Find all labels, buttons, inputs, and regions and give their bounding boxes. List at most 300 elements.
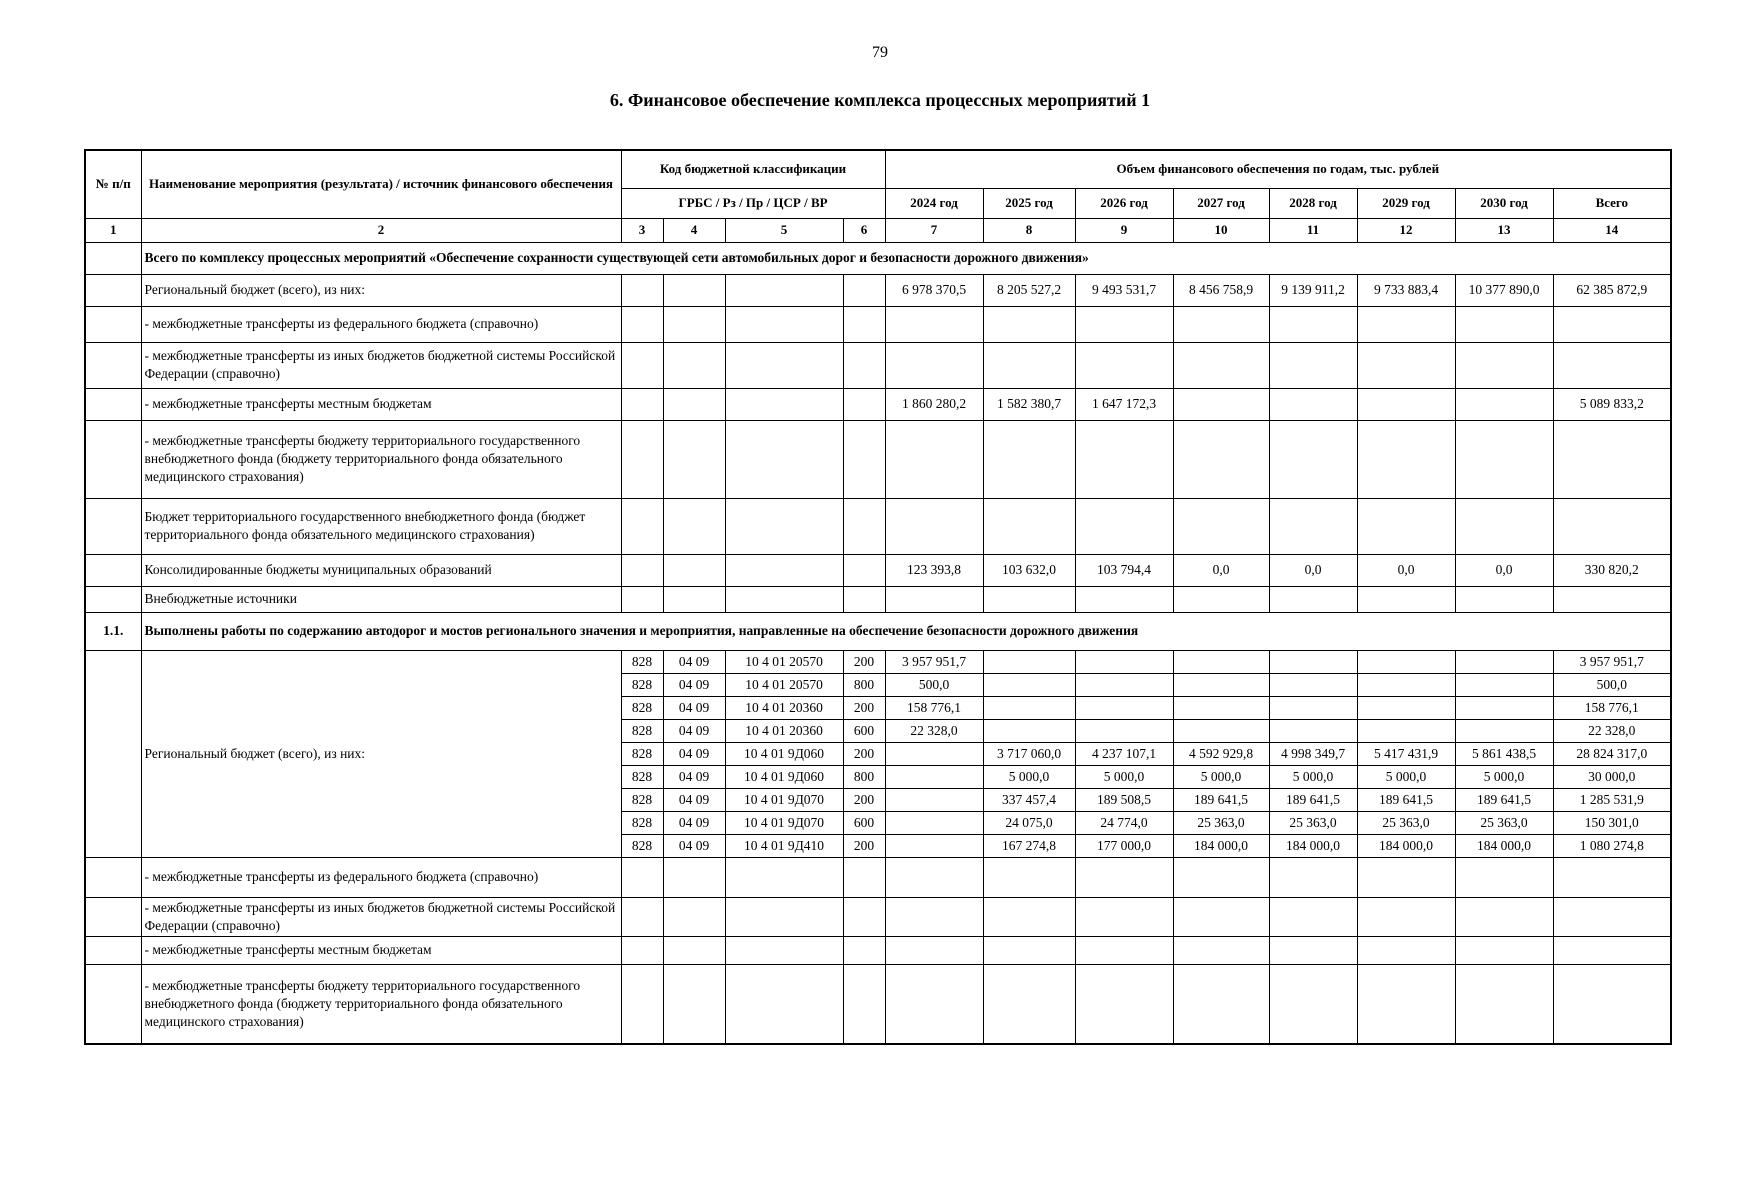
code-cell	[725, 342, 843, 388]
code-cell	[663, 342, 725, 388]
value-cell	[1173, 673, 1269, 696]
value-cell	[983, 897, 1075, 936]
section-11-title: Выполнены работы по содержанию автодорог и мостов регионального значения и мероприятия, направленные на обеспечение безопасности дорожного движения	[141, 612, 1671, 650]
row-label: Бюджет территориального государственного внебюджетного фонда (бюджет территориального фонда обязательного медицинского страхования)	[141, 498, 621, 554]
value-cell: 103 794,4	[1075, 554, 1173, 586]
row-num-cell	[85, 586, 141, 612]
value-cell	[1357, 342, 1455, 388]
csr-code: 10 4 01 20570	[725, 673, 843, 696]
value-cell: 1 860 280,2	[885, 388, 983, 420]
value-cell: 184 000,0	[1455, 834, 1553, 857]
code-cell	[725, 498, 843, 554]
code-cell	[725, 420, 843, 498]
value-cell	[885, 420, 983, 498]
value-cell: 9 733 883,4	[1357, 274, 1455, 306]
value-cell: 62 385 872,9	[1553, 274, 1671, 306]
value-cell	[1455, 964, 1553, 1044]
value-cell	[1269, 388, 1357, 420]
vr-code: 600	[843, 719, 885, 742]
value-cell	[725, 857, 843, 897]
value-cell	[621, 964, 663, 1044]
value-cell	[885, 742, 983, 765]
financing-table	[84, 149, 1672, 1045]
value-cell	[885, 964, 983, 1044]
row-num-cell	[85, 857, 141, 897]
value-cell: 184 000,0	[1269, 834, 1357, 857]
rz-pr-code: 04 09	[663, 811, 725, 834]
grbs-code: 828	[621, 811, 663, 834]
row-label: - межбюджетные трансферты местным бюджетам	[141, 388, 621, 420]
value-cell	[1269, 696, 1357, 719]
value-cell: 177 000,0	[1075, 834, 1173, 857]
value-cell: 5 000,0	[1269, 765, 1357, 788]
value-cell	[1075, 964, 1173, 1044]
value-cell	[1173, 719, 1269, 742]
row-label: - межбюджетные трансферты местным бюджетам	[141, 936, 621, 964]
value-cell: 500,0	[1553, 673, 1671, 696]
value-cell	[1357, 897, 1455, 936]
csr-code: 10 4 01 20360	[725, 696, 843, 719]
value-cell: 330 820,2	[1553, 554, 1671, 586]
value-cell	[843, 936, 885, 964]
value-cell	[1455, 306, 1553, 342]
value-cell	[1075, 586, 1173, 612]
value-cell: 5 000,0	[1075, 765, 1173, 788]
value-cell	[1357, 696, 1455, 719]
value-cell: 189 641,5	[1269, 788, 1357, 811]
value-cell	[1357, 936, 1455, 964]
row-label: Внебюджетные источники	[141, 586, 621, 612]
column-numbers-row	[85, 218, 1671, 242]
header-code-group: Код бюджетной классификации	[621, 150, 885, 188]
code-cell	[621, 554, 663, 586]
value-cell	[983, 936, 1075, 964]
total-row	[85, 554, 1671, 586]
csr-code: 10 4 01 9Д060	[725, 765, 843, 788]
row-num-cell	[85, 964, 141, 1044]
value-cell	[983, 498, 1075, 554]
value-cell	[1553, 306, 1671, 342]
rz-pr-code: 04 09	[663, 673, 725, 696]
grbs-code: 828	[621, 650, 663, 673]
csr-code: 10 4 01 9Д410	[725, 834, 843, 857]
value-cell	[1455, 498, 1553, 554]
code-cell	[843, 388, 885, 420]
value-cell: 167 274,8	[983, 834, 1075, 857]
value-cell	[1553, 857, 1671, 897]
value-cell	[1075, 498, 1173, 554]
value-cell	[1357, 586, 1455, 612]
value-cell	[1553, 498, 1671, 554]
value-cell: 3 957 951,7	[885, 650, 983, 673]
code-cell	[725, 586, 843, 612]
row-label: - межбюджетные трансферты бюджету территориального государственного внебюджетного фонда (бюджету территориального фонда обязательного медицинского страхования)	[141, 964, 621, 1044]
value-cell	[1455, 673, 1553, 696]
value-cell	[1455, 696, 1553, 719]
grbs-code: 828	[621, 719, 663, 742]
header-year: 2024 год	[885, 188, 983, 218]
col-number: 1	[85, 218, 141, 242]
value-cell	[621, 936, 663, 964]
value-cell	[1269, 342, 1357, 388]
row-num-cell	[85, 498, 141, 554]
col-number: 14	[1553, 218, 1671, 242]
rz-pr-code: 04 09	[663, 788, 725, 811]
section-11-row	[85, 897, 1671, 936]
value-cell	[983, 650, 1075, 673]
col-number: 13	[1455, 218, 1553, 242]
value-cell	[663, 964, 725, 1044]
grbs-code: 828	[621, 673, 663, 696]
code-cell	[843, 498, 885, 554]
code-cell	[621, 342, 663, 388]
header-year: 2025 год	[983, 188, 1075, 218]
value-cell	[1173, 306, 1269, 342]
row-label: - межбюджетные трансферты бюджету территориального государственного внебюджетного фонда (бюджету территориального фонда обязательного медицинского страхования)	[141, 420, 621, 498]
col-number: 7	[885, 218, 983, 242]
value-cell: 22 328,0	[1553, 719, 1671, 742]
value-cell	[1269, 964, 1357, 1044]
row-num-cell	[85, 306, 141, 342]
row-num-cell	[85, 420, 141, 498]
value-cell	[1553, 342, 1671, 388]
value-cell	[1269, 857, 1357, 897]
total-row	[85, 420, 1671, 498]
row-num-cell	[85, 554, 141, 586]
rz-pr-code: 04 09	[663, 650, 725, 673]
rz-pr-code: 04 09	[663, 696, 725, 719]
value-cell	[983, 306, 1075, 342]
value-cell: 4 237 107,1	[1075, 742, 1173, 765]
value-cell	[1357, 306, 1455, 342]
section-11-row	[85, 936, 1671, 964]
value-cell	[1269, 650, 1357, 673]
header-row-1	[85, 150, 1671, 188]
value-cell	[1075, 306, 1173, 342]
page-title: 6. Финансовое обеспечение комплекса процессных мероприятий 1	[609, 90, 1151, 110]
code-cell	[843, 342, 885, 388]
value-cell	[1357, 420, 1455, 498]
row-label: Региональный бюджет (всего), из них:	[141, 274, 621, 306]
value-cell	[1173, 498, 1269, 554]
header-volume-group: Объем финансового обеспечения по годам, тыс. рублей	[885, 150, 1671, 188]
value-cell	[885, 342, 983, 388]
total-row	[85, 586, 1671, 612]
value-cell: 25 363,0	[1455, 811, 1553, 834]
value-cell: 5 861 438,5	[1455, 742, 1553, 765]
header-year: 2030 год	[1455, 188, 1553, 218]
value-cell: 25 363,0	[1269, 811, 1357, 834]
value-cell: 1 647 172,3	[1075, 388, 1173, 420]
csr-code: 10 4 01 20360	[725, 719, 843, 742]
header-num: № п/п	[85, 150, 141, 218]
total-row	[85, 388, 1671, 420]
value-cell: 158 776,1	[1553, 696, 1671, 719]
value-cell: 337 457,4	[983, 788, 1075, 811]
value-cell	[1553, 936, 1671, 964]
header-year: 2026 год	[1075, 188, 1173, 218]
section-number: 1.1.	[85, 612, 141, 650]
value-cell: 9 139 911,2	[1269, 274, 1357, 306]
value-cell: 123 393,8	[885, 554, 983, 586]
col-number: 10	[1173, 218, 1269, 242]
value-cell: 0,0	[1173, 554, 1269, 586]
value-cell: 5 000,0	[1357, 765, 1455, 788]
code-cell	[843, 586, 885, 612]
value-cell	[843, 897, 885, 936]
csr-code: 10 4 01 9Д070	[725, 788, 843, 811]
vr-code: 800	[843, 765, 885, 788]
value-cell	[725, 897, 843, 936]
value-cell	[725, 964, 843, 1044]
value-cell	[725, 936, 843, 964]
value-cell	[885, 586, 983, 612]
value-cell: 8 205 527,2	[983, 274, 1075, 306]
row-label: Консолидированные бюджеты муниципальных образований	[141, 554, 621, 586]
value-cell: 5 000,0	[1455, 765, 1553, 788]
value-cell	[1269, 897, 1357, 936]
value-cell	[1075, 897, 1173, 936]
total-row	[85, 306, 1671, 342]
value-cell	[1173, 696, 1269, 719]
col-number: 4	[663, 218, 725, 242]
value-cell	[621, 897, 663, 936]
row-num-cell	[85, 342, 141, 388]
value-cell	[983, 586, 1075, 612]
value-cell	[885, 498, 983, 554]
vr-code: 200	[843, 696, 885, 719]
header-year: 2029 год	[1357, 188, 1455, 218]
value-cell	[1075, 936, 1173, 964]
csr-code: 10 4 01 20570	[725, 650, 843, 673]
value-cell	[1075, 650, 1173, 673]
value-cell	[885, 936, 983, 964]
csr-code: 10 4 01 9Д060	[725, 742, 843, 765]
row-num-cell	[85, 897, 141, 936]
code-cell	[621, 306, 663, 342]
value-cell	[885, 788, 983, 811]
value-cell	[621, 857, 663, 897]
section-11-row	[85, 857, 1671, 897]
value-cell	[1173, 964, 1269, 1044]
value-cell	[983, 857, 1075, 897]
value-cell	[1357, 719, 1455, 742]
value-cell: 0,0	[1455, 554, 1553, 586]
value-cell	[1455, 650, 1553, 673]
value-cell	[1269, 498, 1357, 554]
code-cell	[725, 554, 843, 586]
row-label: - межбюджетные трансферты из иных бюджетов бюджетной системы Российской Федерации (справочно)	[141, 342, 621, 388]
code-cell	[621, 388, 663, 420]
code-cell	[663, 498, 725, 554]
value-cell	[1075, 857, 1173, 897]
value-cell	[885, 834, 983, 857]
code-cell	[621, 420, 663, 498]
code-cell	[725, 306, 843, 342]
value-cell	[1455, 857, 1553, 897]
header-name: Наименование мероприятия (результата) / источник финансового обеспечения	[141, 150, 621, 218]
row-num-cell	[85, 242, 141, 274]
col-number: 11	[1269, 218, 1357, 242]
value-cell	[1553, 897, 1671, 936]
rz-pr-code: 04 09	[663, 765, 725, 788]
value-cell	[1455, 936, 1553, 964]
code-cell	[843, 554, 885, 586]
value-cell	[1455, 342, 1553, 388]
code-cell	[621, 586, 663, 612]
value-cell	[1173, 936, 1269, 964]
value-cell	[1075, 342, 1173, 388]
value-cell	[1269, 586, 1357, 612]
code-cell	[663, 274, 725, 306]
code-cell	[843, 420, 885, 498]
value-cell: 25 363,0	[1173, 811, 1269, 834]
value-cell	[1173, 420, 1269, 498]
vr-code: 200	[843, 834, 885, 857]
value-cell	[663, 897, 725, 936]
row-label: - межбюджетные трансферты из федерального бюджета (справочно)	[141, 306, 621, 342]
section-title-row	[85, 612, 1671, 650]
col-number: 6	[843, 218, 885, 242]
value-cell: 4 998 349,7	[1269, 742, 1357, 765]
value-cell: 1 582 380,7	[983, 388, 1075, 420]
value-cell	[1357, 388, 1455, 420]
code-cell	[621, 498, 663, 554]
value-cell: 150 301,0	[1553, 811, 1671, 834]
row-label: - межбюджетные трансферты из иных бюджетов бюджетной системы Российской Федерации (справочно)	[141, 897, 621, 936]
col-number: 3	[621, 218, 663, 242]
value-cell	[1269, 719, 1357, 742]
value-cell: 3 717 060,0	[983, 742, 1075, 765]
code-cell	[621, 274, 663, 306]
value-cell: 189 641,5	[1455, 788, 1553, 811]
value-cell: 28 824 317,0	[1553, 742, 1671, 765]
rz-pr-code: 04 09	[663, 719, 725, 742]
value-cell	[1075, 696, 1173, 719]
value-cell: 5 000,0	[1173, 765, 1269, 788]
value-cell: 10 377 890,0	[1455, 274, 1553, 306]
value-cell	[1173, 897, 1269, 936]
vr-code: 200	[843, 788, 885, 811]
value-cell: 158 776,1	[885, 696, 983, 719]
value-cell	[983, 420, 1075, 498]
value-cell: 189 641,5	[1357, 788, 1455, 811]
total-section-title: Всего по комплексу процессных мероприятий «Обеспечение сохранности существующей сети автомобильных дорог и безопасности дорожного движения»	[141, 242, 1671, 274]
grbs-code: 828	[621, 765, 663, 788]
value-cell	[1075, 719, 1173, 742]
total-row	[85, 342, 1671, 388]
value-cell	[843, 857, 885, 897]
value-cell	[1357, 498, 1455, 554]
col-number: 8	[983, 218, 1075, 242]
section-11-row	[85, 964, 1671, 1044]
value-cell	[1357, 964, 1455, 1044]
value-cell: 189 641,5	[1173, 788, 1269, 811]
vr-code: 200	[843, 650, 885, 673]
row-num-cell	[85, 274, 141, 306]
rz-pr-code: 04 09	[663, 834, 725, 857]
code-cell	[663, 388, 725, 420]
value-cell	[1455, 586, 1553, 612]
value-cell: 1 080 274,8	[1553, 834, 1671, 857]
value-cell	[1075, 420, 1173, 498]
value-cell	[1455, 897, 1553, 936]
value-cell	[1553, 420, 1671, 498]
value-cell: 1 285 531,9	[1553, 788, 1671, 811]
code-cell	[663, 586, 725, 612]
header-year: 2027 год	[1173, 188, 1269, 218]
rz-pr-code: 04 09	[663, 742, 725, 765]
value-cell	[1269, 673, 1357, 696]
code-cell	[663, 420, 725, 498]
value-cell	[1173, 586, 1269, 612]
value-cell	[1269, 306, 1357, 342]
value-cell: 500,0	[885, 673, 983, 696]
value-cell	[663, 936, 725, 964]
value-cell	[843, 964, 885, 1044]
value-cell	[885, 811, 983, 834]
row-num-cell	[85, 388, 141, 420]
value-cell	[1455, 719, 1553, 742]
regional-code-row	[85, 650, 1671, 673]
value-cell	[1553, 964, 1671, 1044]
code-cell	[663, 306, 725, 342]
value-cell: 8 456 758,9	[1173, 274, 1269, 306]
value-cell	[1357, 857, 1455, 897]
grbs-code: 828	[621, 788, 663, 811]
vr-code: 200	[843, 742, 885, 765]
value-cell	[885, 897, 983, 936]
header-year: 2028 год	[1269, 188, 1357, 218]
value-cell: 4 592 929,8	[1173, 742, 1269, 765]
value-cell: 9 493 531,7	[1075, 274, 1173, 306]
csr-code: 10 4 01 9Д070	[725, 811, 843, 834]
regional-budget-label: Региональный бюджет (всего), из них:	[141, 650, 621, 857]
value-cell	[885, 306, 983, 342]
value-cell: 24 774,0	[1075, 811, 1173, 834]
value-cell: 184 000,0	[1173, 834, 1269, 857]
code-cell	[843, 306, 885, 342]
value-cell: 0,0	[1269, 554, 1357, 586]
value-cell	[1553, 586, 1671, 612]
header-code-sub: ГРБС / Рз / Пр / ЦСР / ВР	[621, 188, 885, 218]
value-cell	[1269, 936, 1357, 964]
code-cell	[843, 274, 885, 306]
value-cell: 103 632,0	[983, 554, 1075, 586]
value-cell	[885, 857, 983, 897]
value-cell	[1173, 857, 1269, 897]
total-row	[85, 498, 1671, 554]
value-cell	[885, 765, 983, 788]
grbs-code: 828	[621, 742, 663, 765]
code-cell	[663, 554, 725, 586]
col-number: 2	[141, 218, 621, 242]
value-cell: 22 328,0	[885, 719, 983, 742]
code-cell	[725, 274, 843, 306]
value-cell	[1455, 420, 1553, 498]
value-cell: 25 363,0	[1357, 811, 1455, 834]
total-row	[85, 274, 1671, 306]
grbs-code: 828	[621, 834, 663, 857]
value-cell	[983, 673, 1075, 696]
value-cell: 5 000,0	[983, 765, 1075, 788]
value-cell: 24 075,0	[983, 811, 1075, 834]
value-cell: 184 000,0	[1357, 834, 1455, 857]
row-label: - межбюджетные трансферты из федерального бюджета (справочно)	[141, 857, 621, 897]
value-cell	[983, 964, 1075, 1044]
value-cell: 3 957 951,7	[1553, 650, 1671, 673]
value-cell	[1455, 388, 1553, 420]
